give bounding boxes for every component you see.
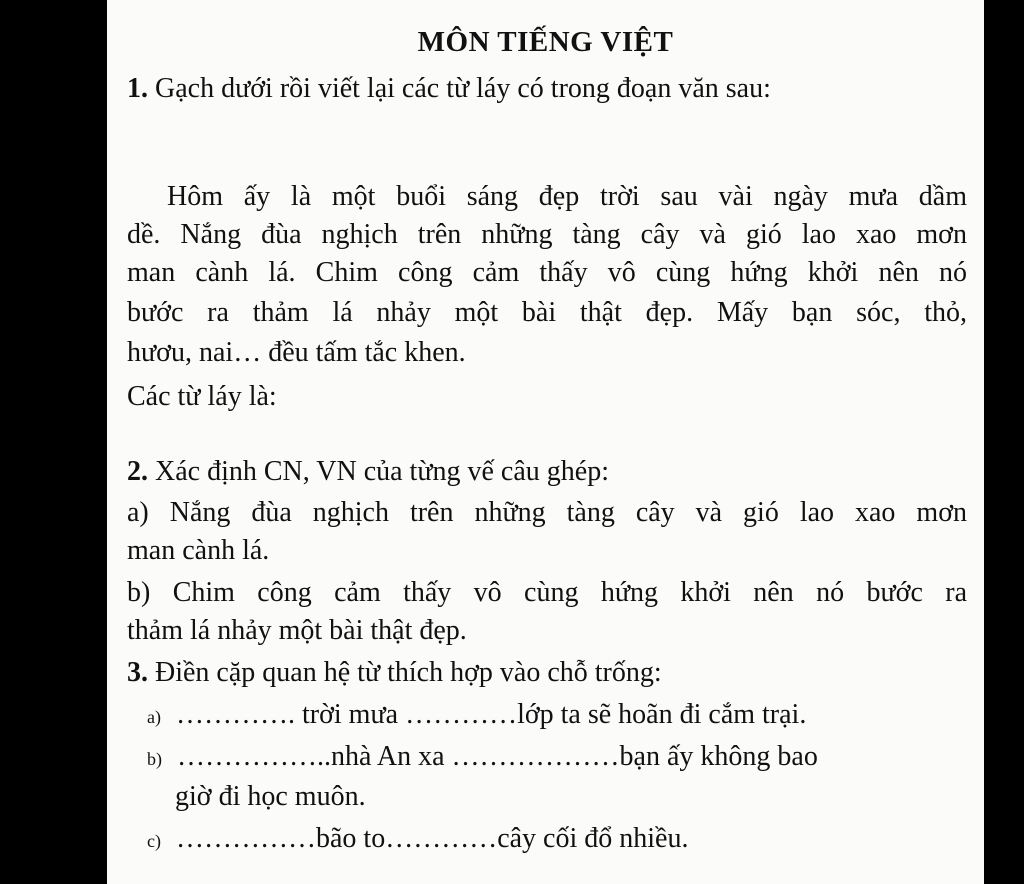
fill-item-a-label: a) (147, 707, 161, 727)
fill-item-a-text-1: trời mưa (301, 699, 399, 730)
passage-line-2: dề. Nắng đùa nghịch trên những tàng cây và gió lao xao mơn (127, 219, 967, 250)
passage-line-1: Hôm ấy là một buổi sáng đẹp trời sau vài ngày mưa dầm (167, 181, 967, 212)
fill-item-b-label: b) (147, 749, 162, 769)
question-1-number: 1. (127, 73, 148, 104)
question-3-number: 3. (127, 657, 148, 688)
fill-item-b-text-1: nhà An xa (331, 741, 445, 772)
question-2-prompt: Xác định CN, VN của từng vế câu ghép: (155, 456, 609, 487)
fill-blank-c-2: ………… (385, 823, 498, 854)
question-2-number: 2. (127, 456, 148, 487)
question-1-prompt: Gạch dưới rồi viết lại các từ láy có trong đoạn văn sau: (155, 73, 771, 104)
fill-blank-a-2: ………… (405, 699, 518, 730)
question-2a-line-2: man cành lá. (127, 535, 270, 566)
fill-item-b-text-2: bạn ấy không bao (619, 741, 818, 772)
fill-item-a-text-2: lớp ta sẽ hoãn đi cắm trại. (517, 699, 807, 730)
fill-item-c-text-2: cây cối đổ nhiều. (497, 823, 689, 854)
fill-blank-b-1: …………….. (177, 741, 331, 772)
fill-item-b (147, 740, 818, 776)
worksheet-title: MÔN TIẾNG VIỆT (417, 26, 674, 58)
question-3-prompt: Điền cặp quan hệ từ thích hợp vào chỗ trống: (155, 657, 662, 688)
worksheet-page (107, 0, 984, 884)
question-3-heading (127, 656, 662, 690)
fill-blank-a-1: …………. (175, 699, 295, 730)
question-2b-line-1: b) Chim công cảm thấy vô cùng hứng khởi nên nó bước ra (127, 577, 967, 608)
question-2-heading (127, 455, 609, 489)
passage-line-5: hươu, nai… đều tấm tắc khen. (127, 337, 466, 368)
passage-line-4: bước ra thảm lá nhảy một bài thật đẹp. Mấy bạn sóc, thỏ, (127, 297, 967, 328)
fill-item-c-text-1: bão to (315, 823, 386, 854)
fill-item-c (147, 822, 688, 858)
question-1-heading (127, 72, 771, 106)
fill-item-a (147, 698, 806, 734)
question-2a-line-1: a) Nắng đùa nghịch trên những tàng cây và gió lao xao mơn (127, 497, 967, 528)
answer-label: Các từ láy là: (127, 381, 277, 412)
fill-blank-b-2: ……………… (451, 741, 620, 772)
fill-item-c-label: c) (147, 831, 161, 851)
question-2b-line-2: thảm lá nhảy một bài thật đẹp. (127, 615, 467, 646)
passage-line-3: man cành lá. Chim công cảm thấy vô cùng hứng khởi nên nó (127, 257, 967, 288)
fill-blank-c-1: …………… (175, 823, 316, 854)
fill-item-b-continuation: giờ đi học muôn. (175, 781, 366, 812)
